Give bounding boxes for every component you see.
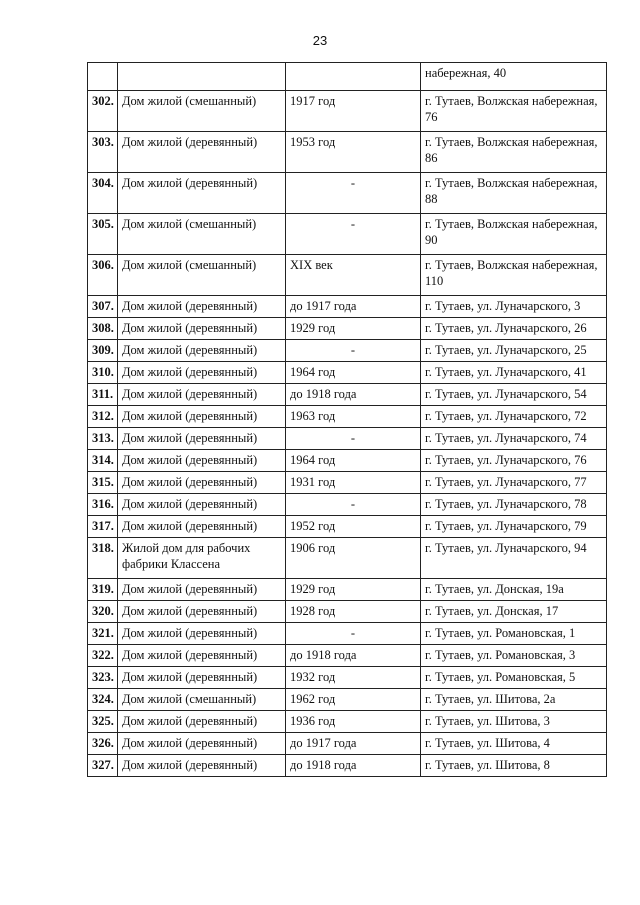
object-name: Дом жилой (деревянный) — [118, 711, 286, 733]
address: г. Тутаев, ул. Луначарского, 41 — [421, 362, 607, 384]
address: г. Тутаев, Волжская набережная, 86 — [421, 132, 607, 173]
row-number: 319. — [88, 579, 118, 601]
row-number: 310. — [88, 362, 118, 384]
dating: 1917 год — [286, 91, 421, 132]
table-row — [88, 755, 607, 777]
heritage-table — [87, 62, 607, 777]
row-number: 306. — [88, 255, 118, 296]
dating: до 1917 года — [286, 296, 421, 318]
table-row — [88, 538, 607, 579]
row-number: 321. — [88, 623, 118, 645]
object-name: Дом жилой (деревянный) — [118, 579, 286, 601]
dating: 1928 год — [286, 601, 421, 623]
object-name: Дом жилой (деревянный) — [118, 667, 286, 689]
row-number: 312. — [88, 406, 118, 428]
address: г. Тутаев, ул. Луначарского, 25 — [421, 340, 607, 362]
object-name: Дом жилой (деревянный) — [118, 755, 286, 777]
object-name: Дом жилой (смешанный) — [118, 255, 286, 296]
row-number: 325. — [88, 711, 118, 733]
table-row — [88, 132, 607, 173]
table-row — [88, 384, 607, 406]
dating: до 1917 года — [286, 733, 421, 755]
object-name: Дом жилой (деревянный) — [118, 384, 286, 406]
table-row — [88, 296, 607, 318]
table-row — [88, 516, 607, 538]
address: г. Тутаев, ул. Луначарского, 72 — [421, 406, 607, 428]
table-row — [88, 733, 607, 755]
row-number: 307. — [88, 296, 118, 318]
address: г. Тутаев, ул. Луначарского, 78 — [421, 494, 607, 516]
dating: 1952 год — [286, 516, 421, 538]
dating: - — [286, 214, 421, 255]
row-number: 327. — [88, 755, 118, 777]
table-body — [88, 63, 607, 777]
address: г. Тутаев, Волжская набережная, 110 — [421, 255, 607, 296]
object-name: Дом жилой (смешанный) — [118, 214, 286, 255]
row-number: 314. — [88, 450, 118, 472]
dating: до 1918 года — [286, 755, 421, 777]
address: г. Тутаев, ул. Шитова, 8 — [421, 755, 607, 777]
row-number — [88, 63, 118, 91]
dating: - — [286, 623, 421, 645]
address: г. Тутаев, ул. Луначарского, 74 — [421, 428, 607, 450]
address: г. Тутаев, ул. Шитова, 4 — [421, 733, 607, 755]
dating: 1929 год — [286, 579, 421, 601]
table-row — [88, 601, 607, 623]
address: г. Тутаев, ул. Донская, 19а — [421, 579, 607, 601]
object-name: Жилой дом для рабочих фабрики Классена — [118, 538, 286, 579]
table-row — [88, 689, 607, 711]
object-name: Дом жилой (деревянный) — [118, 318, 286, 340]
table-row — [88, 91, 607, 132]
object-name: Дом жилой (деревянный) — [118, 472, 286, 494]
dating: - — [286, 428, 421, 450]
row-number: 315. — [88, 472, 118, 494]
row-number: 303. — [88, 132, 118, 173]
row-number: 313. — [88, 428, 118, 450]
table-row — [88, 494, 607, 516]
address: г. Тутаев, ул. Луначарского, 26 — [421, 318, 607, 340]
address: г. Тутаев, ул. Луначарского, 3 — [421, 296, 607, 318]
row-number: 322. — [88, 645, 118, 667]
dating: 1906 год — [286, 538, 421, 579]
address: набережная, 40 — [421, 63, 607, 91]
object-name: Дом жилой (деревянный) — [118, 296, 286, 318]
row-number: 304. — [88, 173, 118, 214]
row-number: 317. — [88, 516, 118, 538]
table-row — [88, 318, 607, 340]
row-number: 305. — [88, 214, 118, 255]
table-row — [88, 406, 607, 428]
table-row — [88, 472, 607, 494]
object-name: Дом жилой (деревянный) — [118, 132, 286, 173]
dating — [286, 63, 421, 91]
dating: 1964 год — [286, 450, 421, 472]
object-name: Дом жилой (деревянный) — [118, 362, 286, 384]
address: г. Тутаев, ул. Романовская, 3 — [421, 645, 607, 667]
table-row — [88, 63, 607, 91]
row-number: 326. — [88, 733, 118, 755]
row-number: 320. — [88, 601, 118, 623]
dating: - — [286, 173, 421, 214]
row-number: 318. — [88, 538, 118, 579]
dating: 1936 год — [286, 711, 421, 733]
row-number: 302. — [88, 91, 118, 132]
address: г. Тутаев, ул. Луначарского, 94 — [421, 538, 607, 579]
object-name: Дом жилой (смешанный) — [118, 689, 286, 711]
address: г. Тутаев, ул. Шитова, 3 — [421, 711, 607, 733]
row-number: 323. — [88, 667, 118, 689]
dating: до 1918 года — [286, 384, 421, 406]
object-name: Дом жилой (деревянный) — [118, 623, 286, 645]
object-name: Дом жилой (деревянный) — [118, 173, 286, 214]
address: г. Тутаев, ул. Романовская, 5 — [421, 667, 607, 689]
address: г. Тутаев, ул. Донская, 17 — [421, 601, 607, 623]
object-name: Дом жилой (деревянный) — [118, 733, 286, 755]
dating: - — [286, 340, 421, 362]
table-row — [88, 173, 607, 214]
address: г. Тутаев, ул. Шитова, 2а — [421, 689, 607, 711]
object-name: Дом жилой (деревянный) — [118, 406, 286, 428]
table-row — [88, 623, 607, 645]
object-name: Дом жилой (деревянный) — [118, 428, 286, 450]
address: г. Тутаев, Волжская набережная, 88 — [421, 173, 607, 214]
table-row — [88, 645, 607, 667]
address: г. Тутаев, Волжская набережная, 90 — [421, 214, 607, 255]
dating: до 1918 года — [286, 645, 421, 667]
dating: 1931 год — [286, 472, 421, 494]
dating: 1962 год — [286, 689, 421, 711]
table-row — [88, 340, 607, 362]
table-row — [88, 711, 607, 733]
dating: 1932 год — [286, 667, 421, 689]
address: г. Тутаев, ул. Луначарского, 79 — [421, 516, 607, 538]
table-row — [88, 579, 607, 601]
address: г. Тутаев, ул. Луначарского, 77 — [421, 472, 607, 494]
table-row — [88, 214, 607, 255]
dating: XIX век — [286, 255, 421, 296]
object-name: Дом жилой (деревянный) — [118, 340, 286, 362]
table-row — [88, 362, 607, 384]
address: г. Тутаев, ул. Луначарского, 54 — [421, 384, 607, 406]
object-name: Дом жилой (деревянный) — [118, 645, 286, 667]
page-number: 23 — [312, 33, 328, 48]
object-name: Дом жилой (деревянный) — [118, 601, 286, 623]
dating: - — [286, 494, 421, 516]
dating: 1953 год — [286, 132, 421, 173]
object-name — [118, 63, 286, 91]
address: г. Тутаев, Волжская набережная, 76 — [421, 91, 607, 132]
dating: 1929 год — [286, 318, 421, 340]
address: г. Тутаев, ул. Луначарского, 76 — [421, 450, 607, 472]
object-name: Дом жилой (смешанный) — [118, 91, 286, 132]
object-name: Дом жилой (деревянный) — [118, 516, 286, 538]
table-row — [88, 255, 607, 296]
dating: 1963 год — [286, 406, 421, 428]
object-name: Дом жилой (деревянный) — [118, 494, 286, 516]
row-number: 316. — [88, 494, 118, 516]
table-row — [88, 450, 607, 472]
object-name: Дом жилой (деревянный) — [118, 450, 286, 472]
row-number: 311. — [88, 384, 118, 406]
table-row — [88, 428, 607, 450]
table-row — [88, 667, 607, 689]
row-number: 324. — [88, 689, 118, 711]
dating: 1964 год — [286, 362, 421, 384]
row-number: 309. — [88, 340, 118, 362]
row-number: 308. — [88, 318, 118, 340]
address: г. Тутаев, ул. Романовская, 1 — [421, 623, 607, 645]
